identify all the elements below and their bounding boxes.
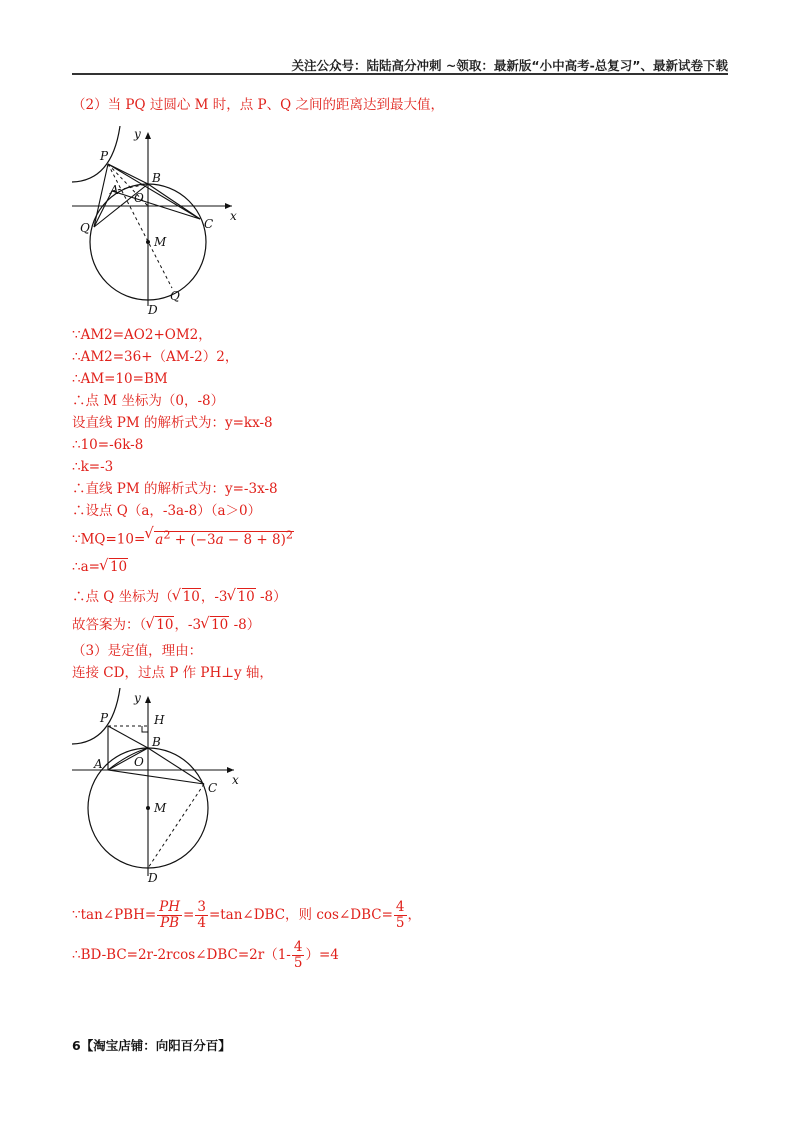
- fig2-label-a: A: [94, 757, 103, 771]
- tan-prefix: ∵tan∠PBH=: [72, 907, 157, 923]
- part2-intro: （2）当 PQ 过圆心 M 时，点 P、Q 之间的距离达到最大值，: [72, 97, 444, 113]
- ans-suffix: -8）: [229, 617, 261, 633]
- ans-sqrt-2: [201, 616, 229, 634]
- figure-1-diagram: [72, 126, 272, 316]
- q-root-1: 10: [182, 589, 200, 605]
- q-root-2: 10: [237, 589, 255, 605]
- fig2-line-bc: [148, 748, 204, 784]
- fig2-label-p: P: [100, 711, 109, 725]
- fig2-label-o: O: [134, 755, 144, 769]
- step-9: ∴设点 Q（a，-3a-8）（a＞0）: [72, 503, 262, 519]
- mq-a2: a: [215, 531, 224, 548]
- mq-prefix: ∵MQ=10=: [72, 531, 146, 548]
- page-footer: 6【淘宝店铺：向阳百分百】: [72, 1038, 231, 1053]
- fig1-label-m: M: [154, 235, 167, 249]
- fig1-label-y: y: [134, 127, 141, 141]
- page-header: 关注公众号：陆陆高分冲刺 ~领取：最新版“小中高考-总复习”、最新试卷下载: [291, 58, 728, 73]
- a-value: [72, 558, 128, 576]
- fig1-label-q2: Q: [170, 289, 180, 303]
- tan-equation: [72, 898, 421, 932]
- bd-frac: [292, 940, 305, 971]
- cos-den: 5: [395, 915, 405, 931]
- cos-num: 4: [395, 899, 405, 915]
- q-mid: ，-3: [200, 589, 228, 605]
- fig2-line-ac: [108, 770, 204, 784]
- q-prefix: ∴点 Q 坐标为（: [72, 589, 173, 605]
- tan-eq: =: [183, 907, 195, 923]
- fig2-dashed-cd: [148, 784, 204, 868]
- q-coordinates: [72, 588, 287, 606]
- step-5: 设直线 PM 的解析式为：y=kx-8: [72, 415, 273, 431]
- q-suffix: -8）: [255, 589, 287, 605]
- ans-sqrt-1: [146, 616, 174, 634]
- tan-num: PH: [159, 899, 181, 915]
- fig2-label-m: M: [154, 801, 167, 815]
- fig2-label-h: H: [154, 713, 165, 727]
- tan-num2: 3: [197, 899, 206, 915]
- fig1-line-ac: [112, 191, 200, 219]
- bd-num: 4: [293, 939, 303, 955]
- mq-tail: − 8 + 8): [223, 531, 286, 548]
- cos-suffix: ，: [407, 907, 422, 923]
- header-divider: [72, 73, 728, 75]
- tan-den: PB: [160, 915, 180, 931]
- ans-mid: ，-3: [174, 617, 202, 633]
- fig2-point-m: [146, 806, 150, 810]
- part3-connect: 连接 CD，过点 P 作 PH⊥y 轴，: [72, 665, 273, 681]
- step-7: ∴k=-3: [72, 459, 114, 475]
- bd-prefix: ∴BD-BC=2r-2rcos∠DBC=2r（1-: [72, 947, 291, 963]
- answer-line: [72, 616, 260, 634]
- fig2-label-y: y: [134, 691, 141, 705]
- ans-root-1: 10: [156, 617, 174, 633]
- fig1-label-d: D: [148, 303, 158, 316]
- cos-frac: [394, 900, 407, 931]
- step-8: ∴直线 PM 的解析式为：y=-3x-8: [72, 481, 278, 497]
- step-3: ∴AM=10=BM: [72, 371, 168, 387]
- mq-mid: + (−3: [170, 531, 216, 548]
- step-4: ∴点 M 坐标为（0，-8）: [72, 393, 225, 409]
- a-sqrt: [100, 558, 128, 576]
- fig2-right-angle: [142, 726, 148, 732]
- a-prefix: ∴a=: [72, 559, 100, 575]
- mq-a: a: [155, 531, 164, 548]
- step-2: ∴AM2=36+（AM-2）2，: [72, 349, 239, 365]
- bd-den: 5: [293, 955, 303, 971]
- step-6: ∴10=-6k-8: [72, 437, 144, 453]
- mq-equation: [72, 526, 294, 549]
- bd-bc-equation: [72, 938, 339, 972]
- tan-frac-3-4: [195, 900, 208, 931]
- fig2-label-d: D: [148, 871, 158, 884]
- fig1-label-b: B: [152, 171, 161, 185]
- figure-2-diagram: [72, 688, 272, 884]
- step-1: ∵AM2=AO2+OM2，: [72, 327, 212, 343]
- part3-intro: （3）是定值，理由：: [72, 643, 203, 659]
- tan-den2: 4: [197, 915, 206, 931]
- a-root: 10: [109, 559, 128, 575]
- ans-root-2: 10: [211, 617, 229, 633]
- fig1-y-arrow: [145, 132, 151, 139]
- mq-sqrt: √ $a^2 + (-3a - 8 + 8)^2$: [145, 526, 294, 549]
- fig1-label-p: P: [100, 149, 109, 163]
- q-sqrt-1: [173, 588, 201, 606]
- ans-prefix: 故答案为：（: [72, 617, 147, 633]
- fig2-label-b: B: [152, 735, 161, 749]
- fig2-y-arrow: [145, 696, 151, 703]
- tan-frac-ph-pb: [157, 900, 182, 931]
- fig1-label-o: O: [134, 191, 144, 205]
- q-sqrt-2: [228, 588, 256, 606]
- bd-suffix: ）=4: [305, 947, 339, 963]
- fig1-label-x: x: [230, 209, 237, 223]
- fig1-label-c: C: [204, 217, 214, 231]
- fig1-label-a: A: [110, 183, 119, 197]
- tan-mid: =tan∠DBC，则 cos∠DBC=: [208, 907, 393, 923]
- fig2-label-x: x: [232, 773, 239, 787]
- fig2-label-c: C: [208, 781, 218, 795]
- fig1-arc: [72, 126, 120, 182]
- fig1-point-m: [146, 240, 150, 244]
- fig1-label-q1: Q: [80, 221, 90, 235]
- fig2-arc: [72, 688, 120, 744]
